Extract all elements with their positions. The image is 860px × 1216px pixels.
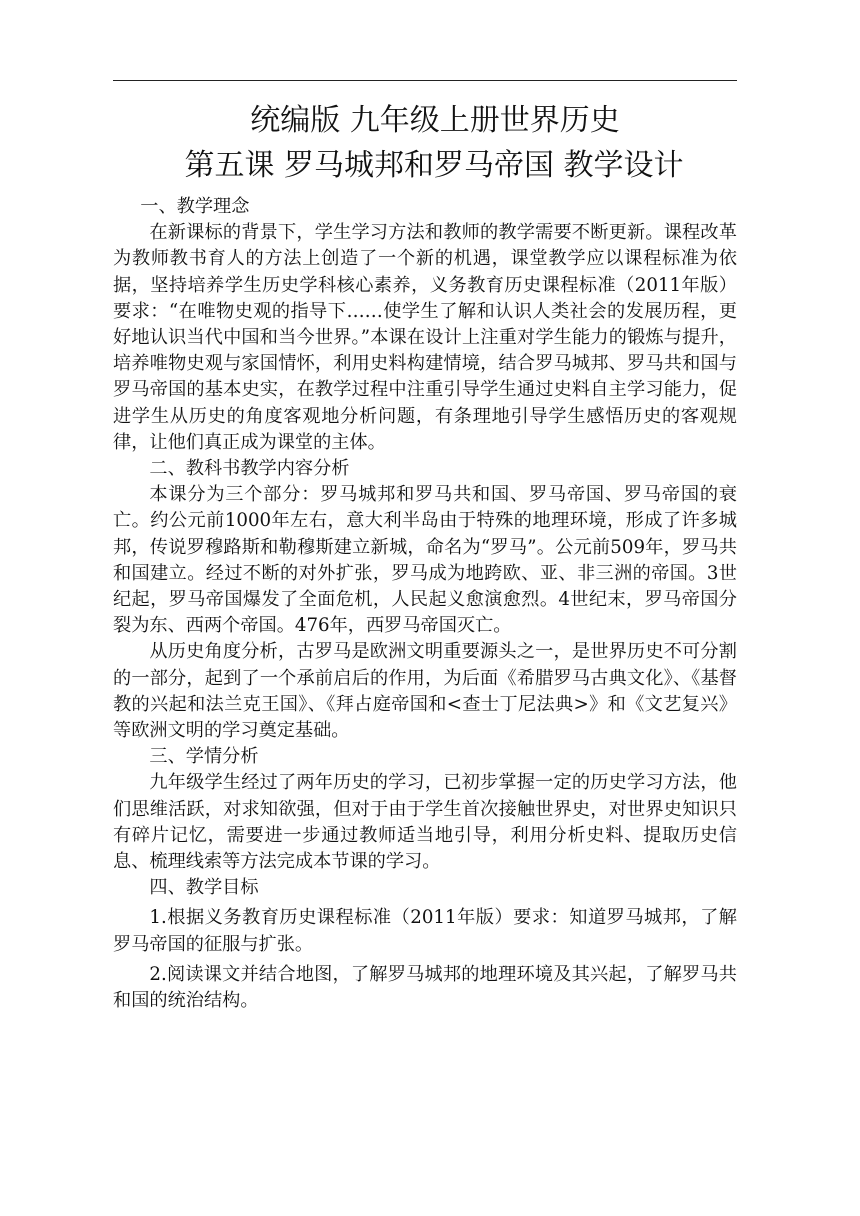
paragraph-textbook-analysis-1: 本课分为三个部分：罗马城邦和罗马共和国、罗马帝国、罗马帝国的衰亡。约公元前1000年左右，意大利半岛由于特殊的地理环境，形成了许多城邦，传说罗穆路斯和勒穆斯建立新城，命名为“罗马”。公元前509年，罗马共和国建立。经过不断的对外扩张，罗马成为地跨欧、亚、非三洲的帝国。3世纪起，罗马帝国爆发了全面危机，人民起义愈演愈烈。4世纪末，罗马帝国分裂为东、西两个帝国。476年，西罗马帝国灭亡。 [113, 484, 737, 637]
document-title-line2: 第五课 罗马城邦和罗马帝国 教学设计 [184, 148, 684, 183]
teaching-goal-1: 1.根据义务教育历史课程标准（2011年版）要求：知道罗马城邦，了解罗马帝国的征服与扩张。 [113, 907, 737, 955]
header-rule [113, 80, 737, 81]
paragraph-student-analysis: 九年级学生经过了两年历史的学习，已初步掌握一定的历史学习方法，他们思维活跃，对求知欲强，但对于由于学生首次接触世界史，对世界史知识只有碎片记忆，需要进一步通过教师适当地引导，利用分析史料、提取历史信息、梳理线索等方法完成本节课的学习。 [113, 772, 737, 873]
section-heading-student-analysis: 三、学情分析 [149, 746, 259, 768]
paragraph-teaching-philosophy: 在新课标的背景下，学生学习方法和教师的教学需要不断更新。课程改革为教师教书育人的方法上创造了一个新的机遇，课堂教学应以课程标准为依据，坚持培养学生历史学科核心素养，义务教育历史课程标准（2011年版）要求：“在唯物史观的指导下……使学生了解和认识人类社会的发展历程，更好地认识当代中国和当今世界。”本课在设计上注重对学生能力的锻炼与提升，培养唯物史观与家国情怀，利用史料构建情境，结合罗马城邦、罗马共和国与罗马帝国的基本史实，在教学过程中注重引导学生通过史料自主学习能力，促进学生从历史的角度客观地分析问题，有条理地引导学生感悟历史的客观规律，让他们真正成为课堂的主体。 [113, 222, 737, 453]
document-body [113, 194, 737, 1014]
document-title-line1: 统编版 九年级上册世界历史 [250, 103, 620, 138]
section-heading-teaching-philosophy: 一、教学理念 [140, 196, 250, 217]
paragraph-textbook-analysis-2: 从历史角度分析，古罗马是欧洲文明重要源头之一，是世界历史不可分割的一部分，起到了一个承前启后的作用，为后面《希腊罗马古典文化》、《基督教的兴起和法兰克王国》、《拜占庭帝国和<查士丁尼法典>》和《文艺复兴》等欧洲文明的学习奠定基础。 [113, 641, 737, 742]
section-heading-teaching-goals: 四、教学目标 [149, 877, 259, 899]
teaching-goal-2: 2.阅读课文并结合地图，了解罗马城邦的地理环境及其兴起，了解罗马共和国的统治结构。 [113, 963, 737, 1012]
section-heading-textbook-analysis: 二、教科书教学内容分析 [149, 458, 350, 480]
